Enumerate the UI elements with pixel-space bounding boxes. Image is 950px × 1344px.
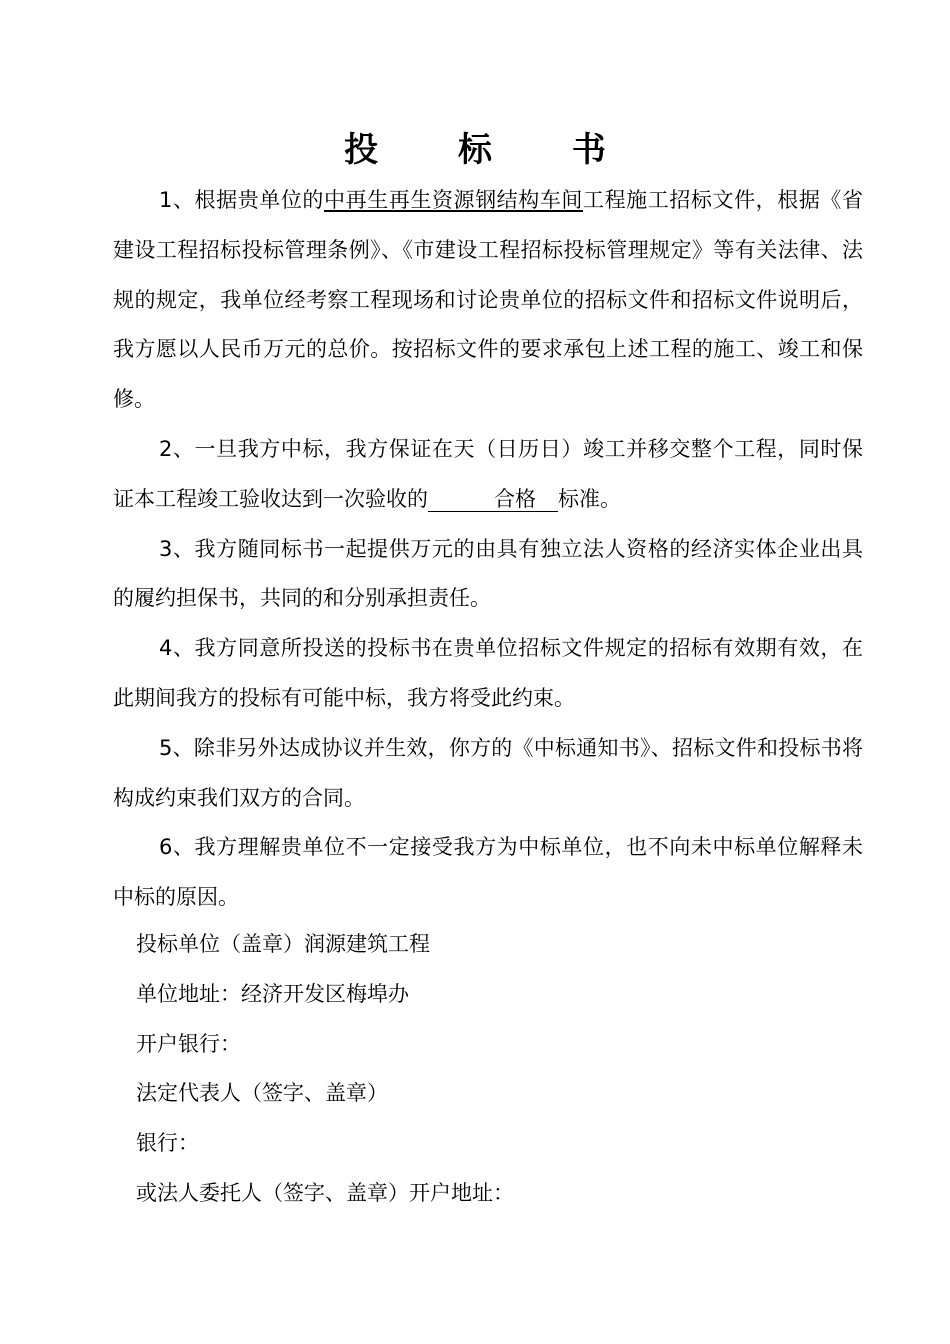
bank-field: 银行： <box>136 1131 199 1156</box>
paragraph-2-rest: 标准。 <box>558 486 621 511</box>
paragraph-6: 6、我方理解贵单位不一定接受我方为中标单位，也不向未中标单位解释未中标的原因。 <box>113 835 863 910</box>
paragraph-1 <box>113 176 863 425</box>
paragraph-4: 4、我方同意所投送的投标书在贵单位招标文件规定的招标有效期有效，在此期间我方的投标有可能中标，我方将受此约束。 <box>113 636 863 710</box>
document-body <box>113 176 863 923</box>
signature-fields <box>136 920 856 1219</box>
paragraph-2 <box>113 425 863 525</box>
paragraph-3: 3、我方随同标书一起提供万元的由具有独立法人资格的经济实体企业出具的履约担保书，共同的和分别承担责任。 <box>113 536 863 611</box>
paragraph-5: 5、除非另外达成协议并生效，你方的《中标通知书》、招标文件和投标书将构成约束我们双方的合同。 <box>113 735 863 810</box>
address-field: 单位地址：经济开发区梅埠办 <box>136 981 409 1006</box>
acceptance-standard: 合格 <box>428 487 558 512</box>
legal-representative-field: 法定代表人（签字、盖章） <box>136 1081 388 1106</box>
paragraph-1-rest: 工程施工招标文件，根据《省建设工程招标投标管理条例》、《市建设工程招标投标管理规定》等有关法律、法规的规定，我单位经考察工程现场和讨论贵单位的招标文件和招标文件说明后，我方愿以人民币万元的总价。按招标文件的要求承包上述工程的施工、竣工和保修。 <box>113 188 863 412</box>
paragraph-1-start: 1、根据贵单位的 <box>159 188 325 212</box>
document-title: 投 标 书 <box>344 130 640 170</box>
bank-account-field: 开户银行： <box>136 1031 241 1056</box>
proxy-field: 或法人委托人（签字、盖章）开户地址： <box>136 1180 514 1205</box>
project-name: 中再生再生资源钢结构车间 <box>324 188 584 212</box>
bidder-field: 投标单位（盖章）润源建筑工程 <box>136 932 430 956</box>
paragraph-2-start: 2、一旦我方中标，我方保证在天（日历日）竣工并移交整个工程，同时保证本工程竣工验收达到一次验收的 <box>113 436 863 511</box>
